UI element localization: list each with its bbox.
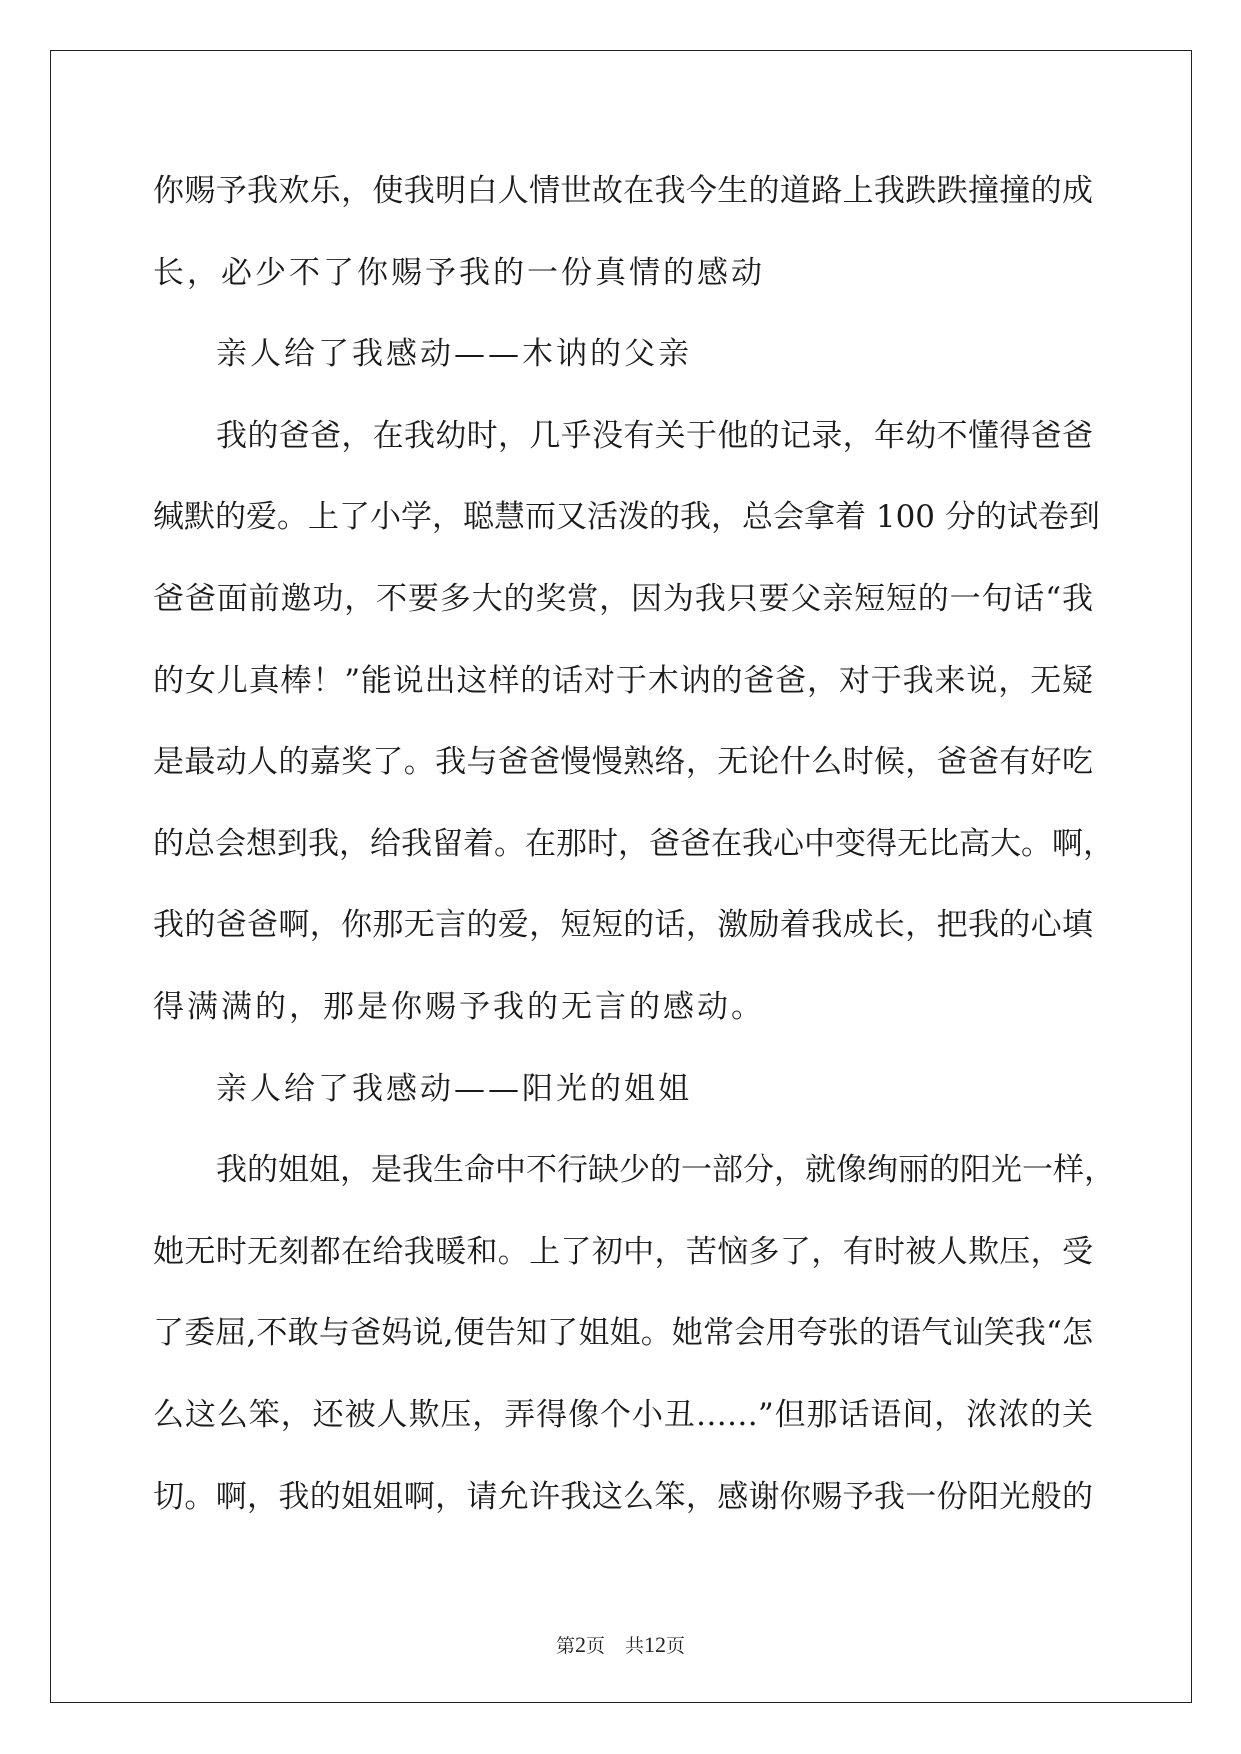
section-heading: 亲人给了我感动——木讷的父亲 (216, 336, 692, 373)
total-pages: 12 (644, 1632, 667, 1657)
page-prefix: 第 (555, 1635, 575, 1657)
text-line: 切。啊，我的姐姐啊，请允许我这么笨，感谢你赐予我一份阳光般的 (153, 1478, 1093, 1515)
text-line: 么这么笨，还被人欺压，弄得像个小丑……”但那话语间，浓浓的关 (153, 1396, 1093, 1433)
page-suffix: 页 (585, 1635, 605, 1657)
page-number: 2 (574, 1632, 586, 1657)
page-footer (0, 1633, 1241, 1658)
total-prefix: 共 (625, 1635, 645, 1657)
text-line: 我的爸爸啊，你那无言的爱，短短的话，激励着我成长，把我的心填 (153, 907, 1093, 944)
text-line: 她无时无刻都在给我暖和。上了初中，苦恼多了，有时被人欺压，受 (153, 1233, 1093, 1270)
text-line: 你赐予我欢乐，使我明白人情世故在我今生的道路上我跌跌撞撞的成 (153, 173, 1093, 209)
total-suffix: 页 (666, 1635, 686, 1657)
text-line: 是最动人的嘉奖了。我与爸爸慢慢熟络，无论什么时候，爸爸有好吃 (153, 744, 1093, 781)
text-line: 了委屈,不敢与爸妈说,便告知了姐姐。她常会用夸张的语气讪笑我“怎 (153, 1315, 1093, 1352)
text-line: 的女儿真棒！”能说出这样的话对于木讷的爸爸，对于我来说，无疑 (153, 662, 1093, 699)
text-line: 长，必少不了你赐予我的一份真情的感动 (153, 254, 765, 291)
text-line: 得满满的，那是你赐予我的无言的感动。 (153, 988, 765, 1025)
text-line: 我的爸爸，在我幼时，几乎没有关于他的记录，年幼不懂得爸爸 (216, 417, 1093, 454)
document-body (153, 163, 1115, 1550)
text-line: 爸爸面前邀功，不要多大的奖赏，因为我只要父亲短短的一句话“我 (153, 580, 1093, 617)
text-line: 缄默的爱。上了小学，聪慧而又活泼的我，总会拿着 100 分的试卷到 (153, 499, 1100, 536)
section-heading: 亲人给了我感动——阳光的姐姐 (216, 1070, 692, 1107)
text-line: 的总会想到我，给我留着。在那时，爸爸在我心中变得无比高大。啊， (153, 825, 1114, 862)
text-line: 我的姐姐，是我生命中不行缺少的一部分，就像绚丽的阳光一样， (216, 1152, 1115, 1189)
